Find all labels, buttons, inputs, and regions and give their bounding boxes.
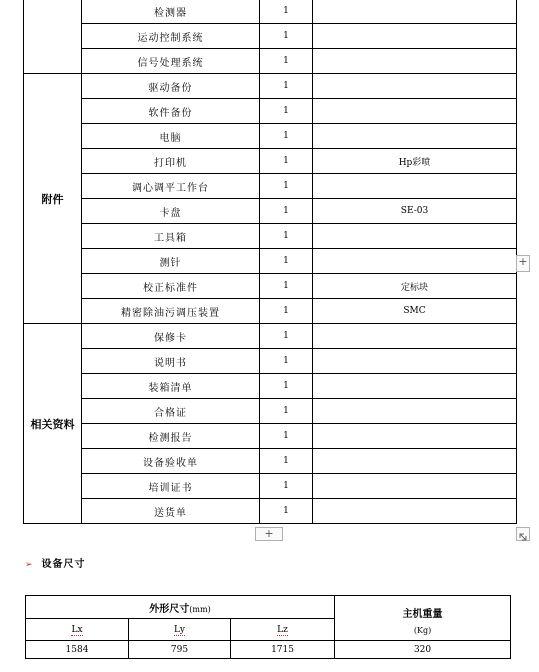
item-name-cell: 电脑	[82, 124, 260, 149]
quantity-cell: 1	[260, 74, 313, 99]
outer-dimensions-header	[26, 596, 335, 619]
quantity-cell: 1	[260, 49, 313, 74]
note-cell	[313, 349, 517, 374]
table-row	[24, 174, 517, 199]
quantity-cell: 1	[260, 174, 313, 199]
table-row	[24, 324, 517, 349]
table-row	[24, 74, 517, 99]
quantity-cell: 1	[260, 349, 313, 374]
note-cell	[313, 424, 517, 449]
note-cell: SMC	[313, 299, 517, 324]
table-row	[24, 24, 517, 49]
note-cell	[313, 99, 517, 124]
table-row	[24, 299, 517, 324]
outer-dimensions-title: 外形尺寸	[149, 603, 190, 615]
table-resize-handle[interactable]	[516, 527, 530, 541]
add-column-button[interactable]: +	[516, 255, 530, 272]
item-name-cell: 设备验收单	[82, 449, 260, 474]
table-row	[24, 249, 517, 274]
table-row	[24, 374, 517, 399]
axis-z-header: Lz	[231, 619, 335, 641]
section-title: 设备尺寸	[41, 559, 86, 570]
value-y: 795	[129, 641, 231, 659]
quantity-cell: 1	[260, 199, 313, 224]
item-name-cell: 软件备份	[82, 99, 260, 124]
group-label: 相关资料	[24, 324, 82, 524]
table-row	[24, 274, 517, 299]
note-cell	[313, 249, 517, 274]
quantity-cell: 1	[260, 449, 313, 474]
quantity-cell: 1	[260, 499, 313, 524]
quantity-cell: 1	[260, 149, 313, 174]
item-name-cell: 培训证书	[82, 474, 260, 499]
note-cell: SE-03	[313, 199, 517, 224]
note-cell	[313, 24, 517, 49]
weight-header	[335, 596, 511, 641]
note-cell	[313, 474, 517, 499]
quantity-cell: 1	[260, 399, 313, 424]
item-name-cell: 合格证	[82, 399, 260, 424]
table-row	[24, 449, 517, 474]
note-cell: Hp彩喷	[313, 149, 517, 174]
table-row	[24, 99, 517, 124]
section-heading	[25, 555, 86, 570]
item-name-cell: 精密除油污调压装置	[82, 299, 260, 324]
quantity-cell: 1	[260, 124, 313, 149]
axis-y-header: Ly	[129, 619, 231, 641]
table-row	[24, 49, 517, 74]
table-row	[24, 149, 517, 174]
item-name-cell: 检测报告	[82, 424, 260, 449]
value-x: 1584	[26, 641, 129, 659]
table-row	[24, 0, 517, 24]
note-cell: 定标块	[313, 274, 517, 299]
note-cell	[313, 224, 517, 249]
item-name-cell: 驱动备份	[82, 74, 260, 99]
item-name-cell: 送货单	[82, 499, 260, 524]
value-z: 1715	[231, 641, 335, 659]
weight-value: 320	[335, 641, 511, 659]
outer-dimensions-unit: (mm)	[189, 604, 211, 614]
arrow-bullet-icon: ➢	[25, 560, 34, 570]
table-row	[24, 349, 517, 374]
weight-unit: (Kg)	[413, 626, 432, 635]
note-cell	[313, 174, 517, 199]
quantity-cell: 1	[260, 299, 313, 324]
group-label: 附件	[24, 74, 82, 324]
item-name-cell: 说明书	[82, 349, 260, 374]
table-row	[24, 199, 517, 224]
quantity-cell: 1	[260, 24, 313, 49]
axis-x-header: Lx	[26, 619, 129, 641]
note-cell	[313, 374, 517, 399]
table-row	[24, 124, 517, 149]
quantity-cell: 1	[260, 374, 313, 399]
resize-arrow-icon	[517, 531, 529, 543]
quantity-cell: 1	[260, 224, 313, 249]
item-name-cell: 打印机	[82, 149, 260, 174]
weight-title: 主机重量	[402, 609, 443, 620]
quantity-cell: 1	[260, 274, 313, 299]
note-cell	[313, 124, 517, 149]
item-name-cell: 保修卡	[82, 324, 260, 349]
group-label	[24, 0, 82, 74]
dimensions-table	[25, 595, 511, 659]
item-name-cell: 装箱清单	[82, 374, 260, 399]
item-name-cell: 调心调平工作台	[82, 174, 260, 199]
note-cell	[313, 49, 517, 74]
note-cell	[313, 74, 517, 99]
note-cell	[313, 0, 517, 24]
item-name-cell: 测针	[82, 249, 260, 274]
item-name-cell: 工具箱	[82, 224, 260, 249]
item-name-cell: 卡盘	[82, 199, 260, 224]
table-row	[24, 499, 517, 524]
quantity-cell: 1	[260, 0, 313, 24]
accessories-table	[23, 0, 517, 524]
quantity-cell: 1	[260, 324, 313, 349]
note-cell	[313, 324, 517, 349]
item-name-cell: 检测器	[82, 0, 260, 24]
note-cell	[313, 499, 517, 524]
note-cell	[313, 399, 517, 424]
item-name-cell: 信号处理系统	[82, 49, 260, 74]
table-row	[24, 474, 517, 499]
item-name-cell: 运动控制系统	[82, 24, 260, 49]
quantity-cell: 1	[260, 474, 313, 499]
quantity-cell: 1	[260, 249, 313, 274]
table-row	[24, 399, 517, 424]
table-row	[24, 224, 517, 249]
quantity-cell: 1	[260, 424, 313, 449]
item-name-cell: 校正标准件	[82, 274, 260, 299]
table-row	[24, 424, 517, 449]
note-cell	[313, 449, 517, 474]
add-row-button[interactable]: +	[255, 527, 283, 541]
quantity-cell: 1	[260, 99, 313, 124]
